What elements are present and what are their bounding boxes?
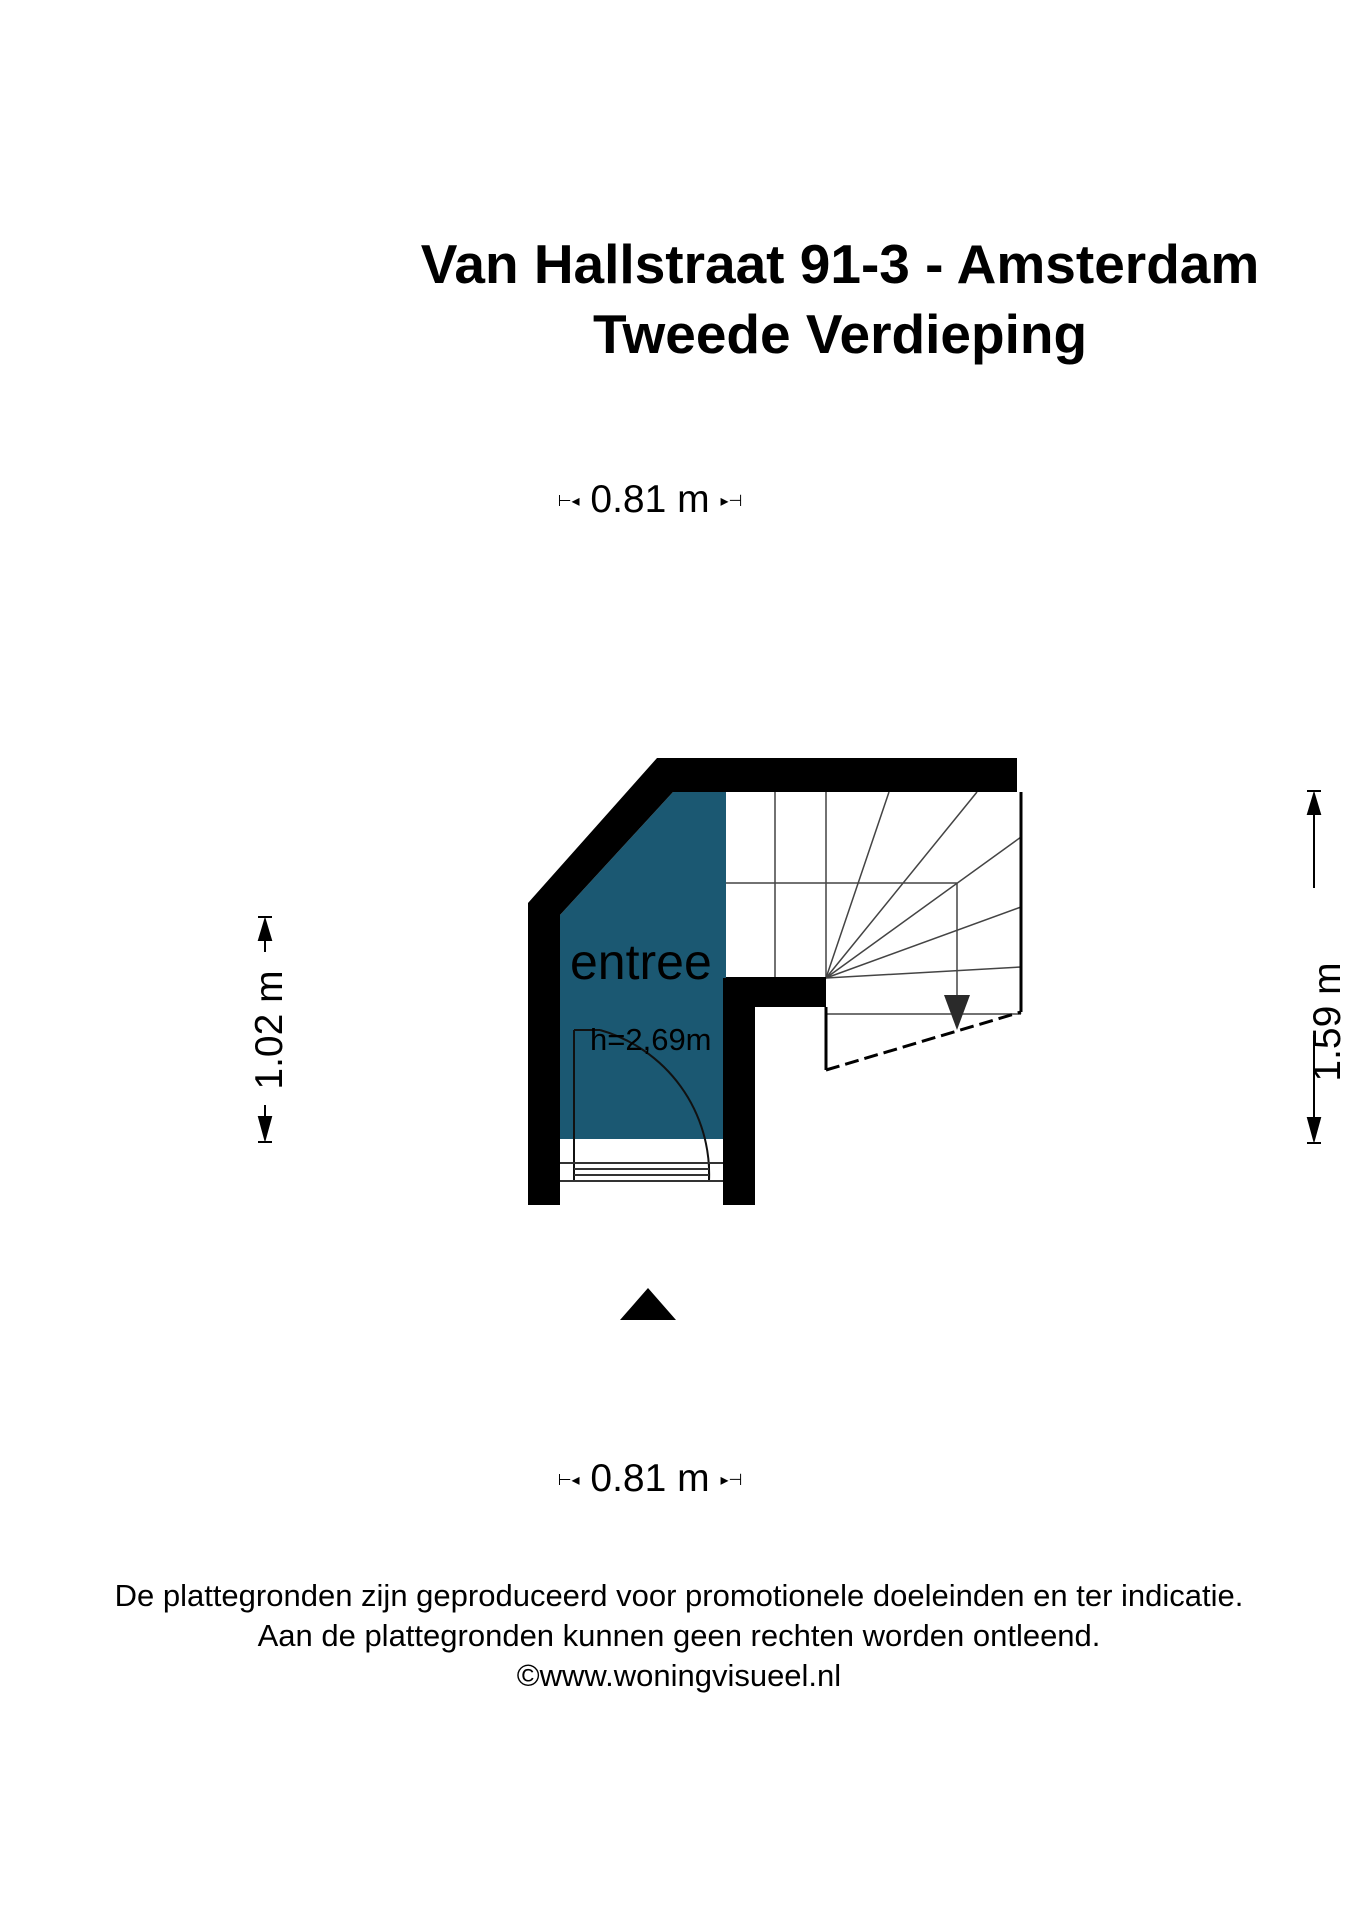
stair-direction-arrow-icon: [944, 995, 970, 1030]
floor-subtitle: Tweede Verdieping: [592, 303, 1088, 365]
stair-outline: [826, 792, 1021, 1070]
page-title: Van Hallstraat 91-3 - Amsterdam: [420, 233, 1260, 295]
entrance-marker-icon: [620, 1288, 676, 1320]
dimension-left-value: 1.02 m: [248, 970, 291, 1090]
dimension-right-value: 1.59 m: [1306, 962, 1349, 1082]
disclaimer-line-1: De plattegronden zijn geproduceerd voor promotionele doeleinden en ter indicatie.: [114, 1578, 1244, 1613]
room-label-entree: entree: [570, 934, 712, 990]
door-threshold: [560, 1163, 723, 1181]
dimension-tick-icon: ⊢◂: [557, 1471, 580, 1489]
copyright-link: ©www.woningvisueel.nl: [516, 1658, 842, 1693]
disclaimer-line-2: Aan de plattegronden kunnen geen rechten worden ontleend.: [257, 1618, 1101, 1653]
dimension-tick-icon: ▸⊣: [720, 1471, 743, 1489]
dimension-top-value: 0.81 m: [590, 478, 710, 521]
dimension-bottom-value: 0.81 m: [590, 1457, 710, 1500]
dimension-tick-icon: ▸⊣: [720, 492, 743, 510]
room-height-label: h=2,69m: [590, 1022, 712, 1057]
dimension-tick-icon: ⊢◂: [557, 492, 580, 510]
